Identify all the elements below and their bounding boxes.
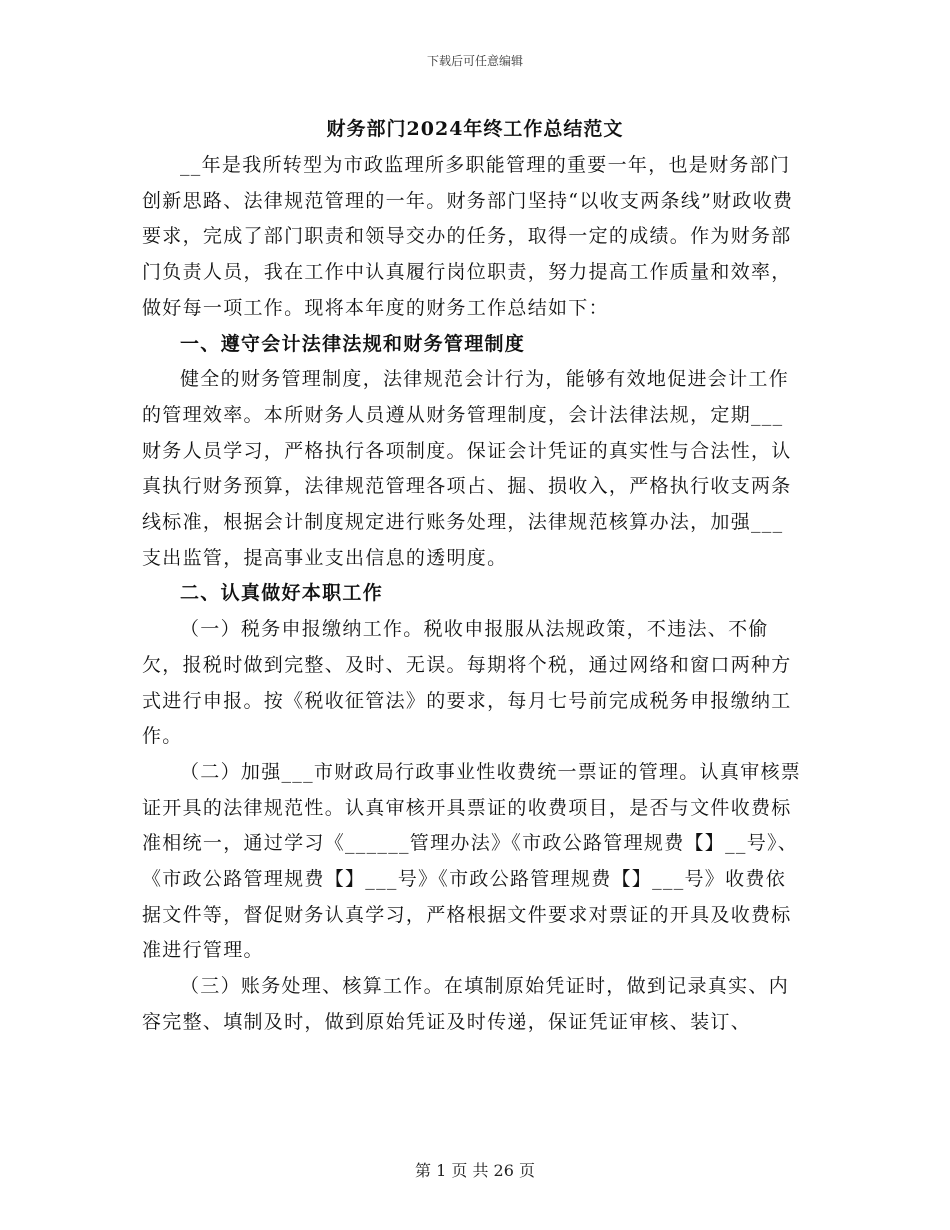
paragraph-accounting: （三）账务处理、核算工作。在填制原始凭证时，做到记录真实、内容完整、填制及时，做到原始凭证及时传递，保证凭证审核、装订、	[142, 975, 790, 1033]
paragraph-intro: __年是我所转型为市政监理所多职能管理的重要一年，也是财务部门创新思路、法律规范管理的一年。财务部门坚持“以收支两条线”财政收费要求，完成了部门职责和领导交办的任务，取得一定的成绩。作为财务部门负责人员，我在工作中认真履行岗位职责，努力提高工作质量和效率，做好每一项工作。现将本年度的财务工作总结如下：	[142, 154, 794, 319]
paragraph-tax-filing: （一）税务申报缴纳工作。税收申报服从法规政策，不违法、不偷欠，报税时做到完整、及时、无误。每期将个税，通过网络和窗口两种方式进行申报。按《税收征管法》的要求，每月七号前完成税务申报缴纳工作。	[142, 618, 792, 748]
paragraph-section-1: 健全的财务管理制度，法律规范会计行为，能够有效地促进会计工作的管理效率。本所财务人员遵从财务管理制度，会计法律法规，定期___财务人员学习，严格执行各项制度。保证会计凭证的真实性与合法性，认真执行财务预算，法律规范管理各项占、掘、损收入，严格执行收支两条线标准，根据会计制度规定进行账务处理，法律规范核算办法，加强___支出监管，提高事业支出信息的透明度。	[142, 368, 792, 569]
document-body	[142, 148, 802, 1041]
section-heading-1: 一、遵守会计法律法规和财务管理制度	[180, 332, 526, 355]
paragraph-bill-management: （二）加强___市财政局行政事业性收费统一票证的管理。认真审核票证开具的法律规范性。认真审核开具票证的收费项目，是否与文件收费标准相统一，通过学习《______管理办法》《市政公路管理规费【】__号》、《市政公路管理规费【】___号》《市政公路管理规费【】___号》收费依据文件等，督促财务认真学习，严格根据文件要求对票证的开具及收费标准进行管理。	[142, 760, 802, 962]
document-title: 财务部门2024年终工作总结范文	[326, 118, 624, 140]
page-number-footer: 第 1 页 共 26 页	[415, 1161, 535, 1180]
section-heading-2: 二、认真做好本职工作	[180, 582, 384, 605]
page-header-note: 下载后可任意编辑	[426, 54, 523, 68]
